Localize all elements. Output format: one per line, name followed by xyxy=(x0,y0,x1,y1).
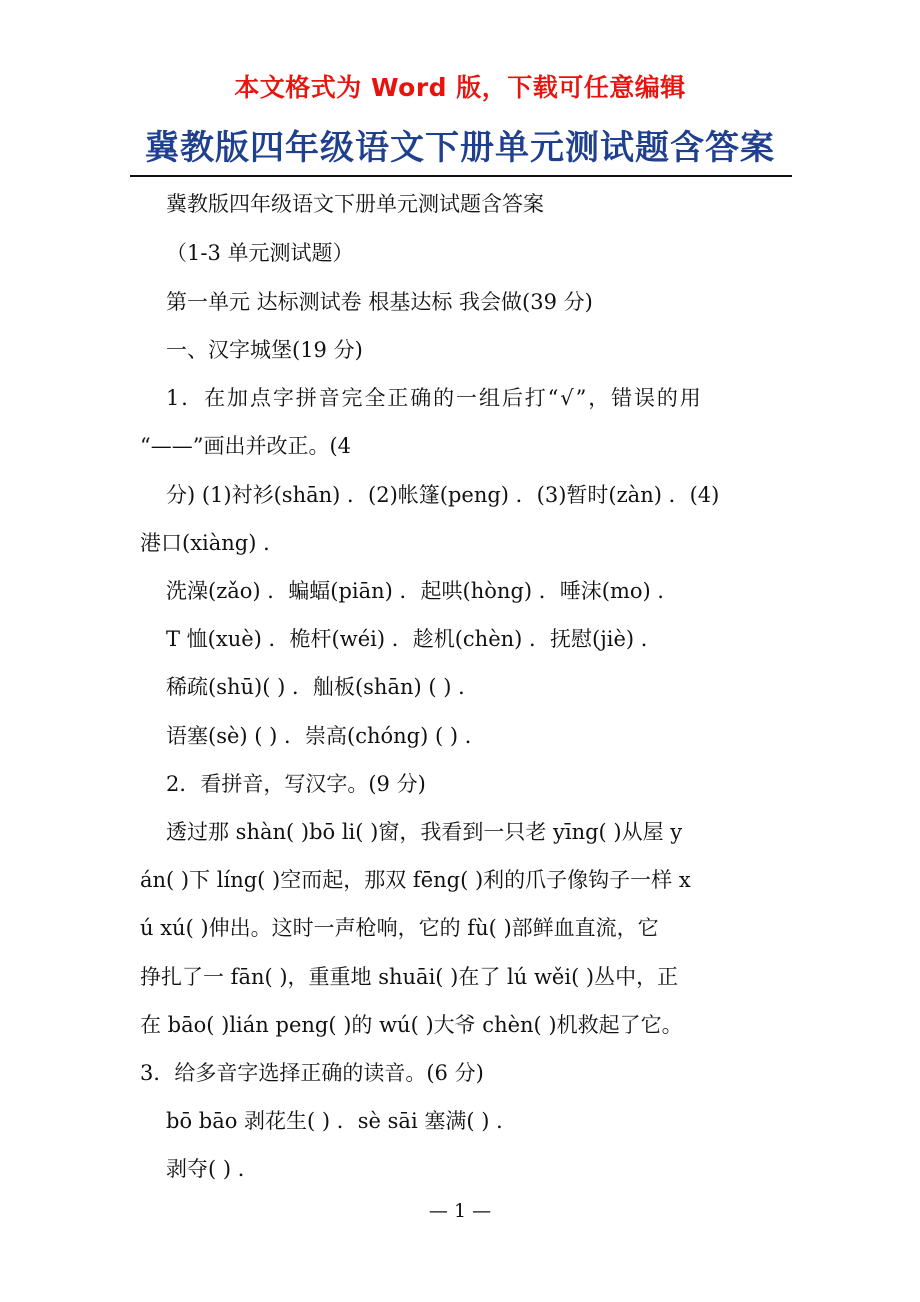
question-3-line: bō bāo 剥花生( ) ．sè sāi 塞满( ) ． xyxy=(166,1109,518,1133)
question-1-line: 稀疏(shū)( ) ．舢板(shān) ( ) ． xyxy=(166,675,480,699)
question-1-line: 洗澡(zǎo) ．蝙蝠(piān) ．起哄(hòng) ．唾沫(mo) ． xyxy=(166,579,679,603)
question-1-line: 分) (1)衬衫(shān) ．(2)帐篷(peng) ．(3)暂时(zàn) ．(4) xyxy=(166,483,720,507)
body-title-line: 冀教版四年级语文下册单元测试题含答案 xyxy=(166,192,544,216)
page-number: — 1 — xyxy=(428,1200,492,1222)
section-heading-line: 一、汉字城堡(19 分) xyxy=(166,338,363,362)
header-rule xyxy=(130,175,792,177)
question-2-line: 在 bāo( )lián peng( )的 wú( )大爷 chèn( )机救起了它。 xyxy=(140,1013,683,1037)
question-3-heading: 3．给多音字选择正确的读音。(6 分) xyxy=(140,1061,484,1085)
question-2-line: 透过那 shàn( )bō li( )窗，我看到一只老 yīng( )从屋 y xyxy=(166,820,683,844)
question-2-line: ú xú( )伸出。这时一声枪响，它的 fù( )部鲜血直流，它 xyxy=(140,916,659,940)
question-1-line: T 恤(xuè) ．桅杆(wéi) ．趁机(chèn) ．抚慰(jiè) ． xyxy=(166,627,662,651)
unit-heading-line: 第一单元 达标测试卷 根基达标 我会做(39 分) xyxy=(166,290,593,314)
question-2-heading: 2．看拼音，写汉字。(9 分) xyxy=(166,772,426,796)
word-format-banner: 本文格式为 Word 版，下载可任意编辑 xyxy=(234,73,686,102)
question-2-line: án( )下 líng( )空而起，那双 fēng( )利的爪子像钩子一样 x xyxy=(140,868,691,892)
question-1-line: 语塞(sè) ( ) ．崇高(chóng) ( ) ． xyxy=(166,724,486,748)
question-1-line: 1．在加点字拼音完全正确的一组后打“√”，错误的用 xyxy=(166,386,703,410)
question-1-line: “——”画出并改正。(4 xyxy=(140,434,352,458)
question-1-line: 港口(xiàng) ． xyxy=(140,531,285,555)
document-title: 冀教版四年级语文下册单元测试题含答案 xyxy=(145,128,775,168)
question-3-line: 剥夺( ) ． xyxy=(166,1157,259,1181)
question-2-line: 挣扎了一 fān( )，重重地 shuāi( )在了 lú wěi( )丛中，正 xyxy=(140,965,679,989)
unit-range-line: （1-3 单元测试题） xyxy=(166,241,354,265)
